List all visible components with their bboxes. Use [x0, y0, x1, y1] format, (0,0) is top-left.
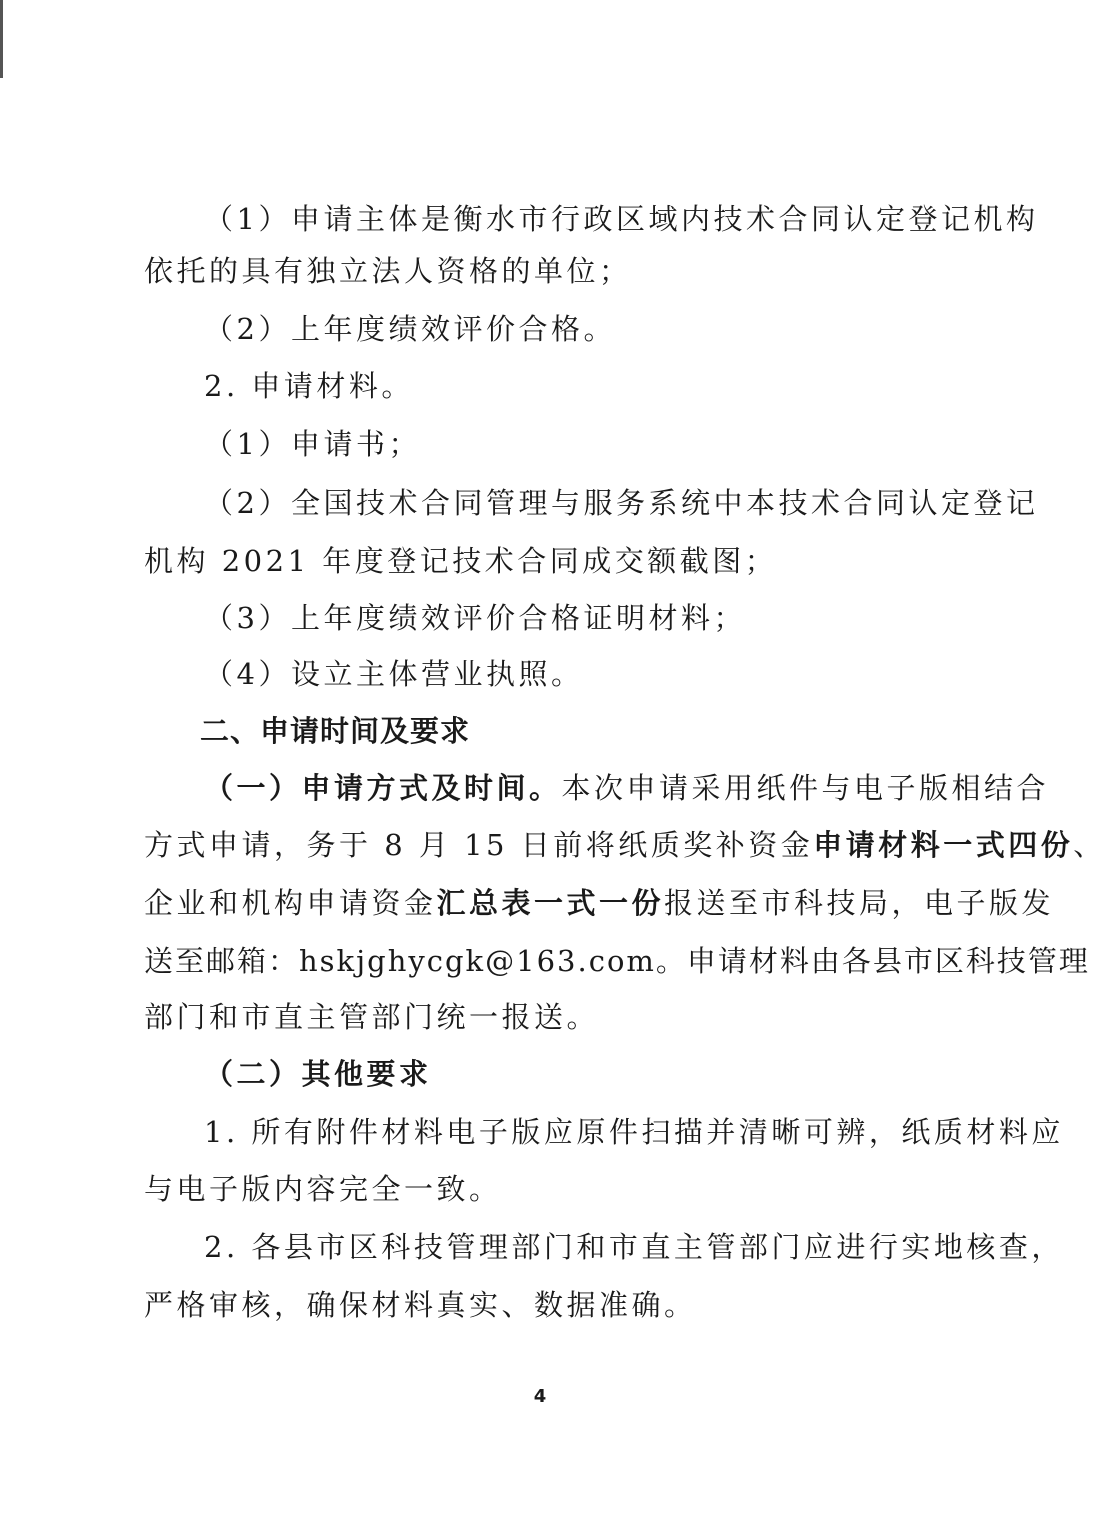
paragraph-line — [204, 770, 1050, 806]
paragraph-line — [144, 827, 1106, 863]
paragraph-line — [144, 885, 1055, 921]
line-text: 报送至市科技局，电子版发 — [664, 886, 1055, 920]
paragraph-line: （1）申请主体是衡水市行政区域内技术合同认定登记机构 — [204, 202, 1039, 236]
paragraph-line: （2）上年度绩效评价合格。 — [204, 312, 616, 346]
paragraph-line: 送至邮箱：hskjghycgk@163.com。申请材料由各县市区科技管理 — [144, 944, 1090, 978]
line-text: 本次申请采用纸件与电子版相结合 — [561, 771, 1050, 805]
paragraph-line: 依托的具有独立法人资格的单位； — [144, 254, 632, 288]
line-text: 企业和机构申请资金 — [144, 886, 437, 920]
line-text: 方式申请，务于 8 月 15 日前将纸质奖补资金 — [144, 828, 814, 862]
paragraph-line: 1. 所有附件材料电子版应原件扫描并清晰可辨，纸质材料应 — [204, 1115, 1064, 1149]
paragraph-line: 与电子版内容完全一致。 — [144, 1172, 502, 1206]
page-number: 4 — [533, 1386, 547, 1407]
paragraph-line: 部门和市直主管部门统一报送。 — [144, 1000, 600, 1034]
emphasis-text: 汇总表一式一份 — [436, 886, 665, 920]
paragraph-line: 2. 各县市区科技管理部门和市直主管部门应进行实地核查， — [204, 1230, 1064, 1264]
subsection-heading: （二）其他要求 — [204, 1057, 432, 1091]
paragraph-line: （4）设立主体营业执照。 — [204, 657, 584, 691]
subheading-inline: （一）申请方式及时间。 — [204, 771, 562, 805]
section-heading: 二、申请时间及要求 — [200, 714, 471, 748]
scan-edge-mark — [0, 0, 3, 78]
emphasis-text: 申请材料一式四份 — [813, 828, 1074, 862]
paragraph-line: （3）上年度绩效评价合格证明材料； — [204, 601, 746, 635]
paragraph-line: 机构 2021 年度登记技术合同成交额截图； — [144, 544, 778, 578]
paragraph-line: 严格审核，确保材料真实、数据准确。 — [144, 1288, 697, 1322]
paragraph-line: 2. 申请材料。 — [204, 369, 414, 403]
line-text: 、 — [1073, 828, 1106, 862]
paragraph-line: （2）全国技术合同管理与服务系统中本技术合同认定登记 — [204, 486, 1039, 520]
paragraph-line: （1）申请书； — [204, 427, 421, 461]
